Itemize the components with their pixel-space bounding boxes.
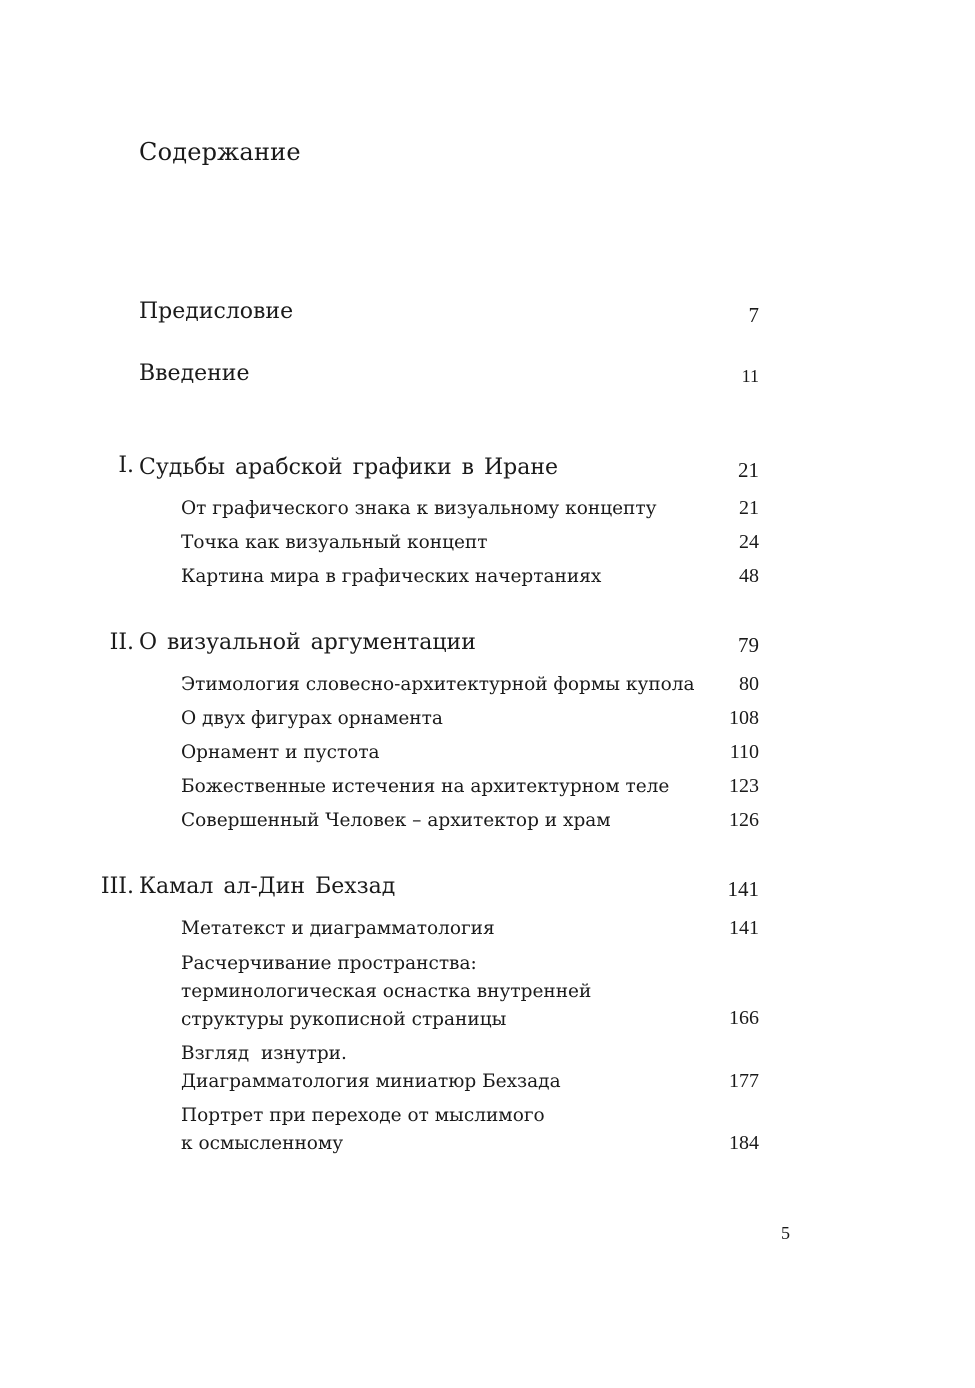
toc-section-title: к осмысленному bbox=[181, 1133, 344, 1154]
toc-page-number: 177 bbox=[729, 1070, 759, 1092]
toc-section-title: О двух фигурах орнамента bbox=[181, 708, 443, 729]
page-title: Содержание bbox=[139, 138, 301, 166]
toc-page-number: 80 bbox=[739, 673, 759, 695]
toc-page-number: 141 bbox=[729, 917, 759, 939]
toc-page-number: 7 bbox=[748, 303, 759, 327]
toc-section-title: Расчерчивание пространства: bbox=[181, 953, 477, 974]
page-folio-number: 5 bbox=[781, 1223, 790, 1243]
toc-page-number: 24 bbox=[739, 531, 759, 553]
toc-page-number: 48 bbox=[739, 565, 759, 587]
toc-page-number: 21 bbox=[739, 497, 759, 519]
toc-page-number: 184 bbox=[729, 1132, 759, 1154]
toc-section-title: Совершенный Человек – архитектор и храм bbox=[181, 810, 611, 831]
toc-section-title: Портрет при переходе от мыслимого bbox=[181, 1105, 545, 1126]
toc-part-number: II. bbox=[109, 630, 134, 655]
toc-section-title: Картина мира в графических начертаниях bbox=[181, 566, 602, 587]
toc-section-title: терминологическая оснастка внутренней bbox=[181, 981, 592, 1002]
toc-page-number: 11 bbox=[741, 366, 759, 386]
toc-part-number: III. bbox=[100, 874, 134, 899]
toc-page-number: 123 bbox=[729, 775, 759, 797]
toc-entry-label: Введение bbox=[139, 361, 250, 386]
toc-page-number: 79 bbox=[738, 633, 759, 657]
toc-section-title: Диаграмматология миниатюр Бехзада bbox=[181, 1071, 561, 1092]
toc-section-title: Взгляд изнутри. bbox=[181, 1043, 347, 1064]
toc-section-title: Орнамент и пустота bbox=[181, 742, 380, 763]
toc-section-title: Точка как визуальный концепт bbox=[181, 532, 488, 553]
toc-section-title: От графического знака к визуальному концепту bbox=[181, 498, 657, 519]
toc-section-title: структуры рукописной страницы bbox=[181, 1009, 507, 1030]
toc-page-number: 110 bbox=[729, 741, 759, 763]
toc-entry-label: Предисловие bbox=[139, 299, 294, 324]
toc-section-title: Божественные истечения на архитектурном теле bbox=[181, 776, 670, 797]
toc-page-number: 166 bbox=[729, 1007, 759, 1029]
toc-page-number: 108 bbox=[729, 707, 759, 729]
toc-page-number: 21 bbox=[738, 458, 759, 482]
toc-part-title: Камал ал-Дин Бехзад bbox=[139, 874, 396, 899]
toc-section-title: Метатекст и диаграмматология bbox=[181, 918, 495, 939]
toc-part-number: I. bbox=[118, 453, 134, 478]
toc-part-title: Судьбы арабской графики в Иране bbox=[139, 455, 559, 480]
toc-page-number: 141 bbox=[727, 877, 759, 901]
toc-page-number: 126 bbox=[729, 809, 759, 831]
toc-section-title: Этимология словесно-архитектурной формы купола bbox=[181, 674, 695, 695]
toc-part-title: О визуальной аргументации bbox=[139, 630, 476, 655]
